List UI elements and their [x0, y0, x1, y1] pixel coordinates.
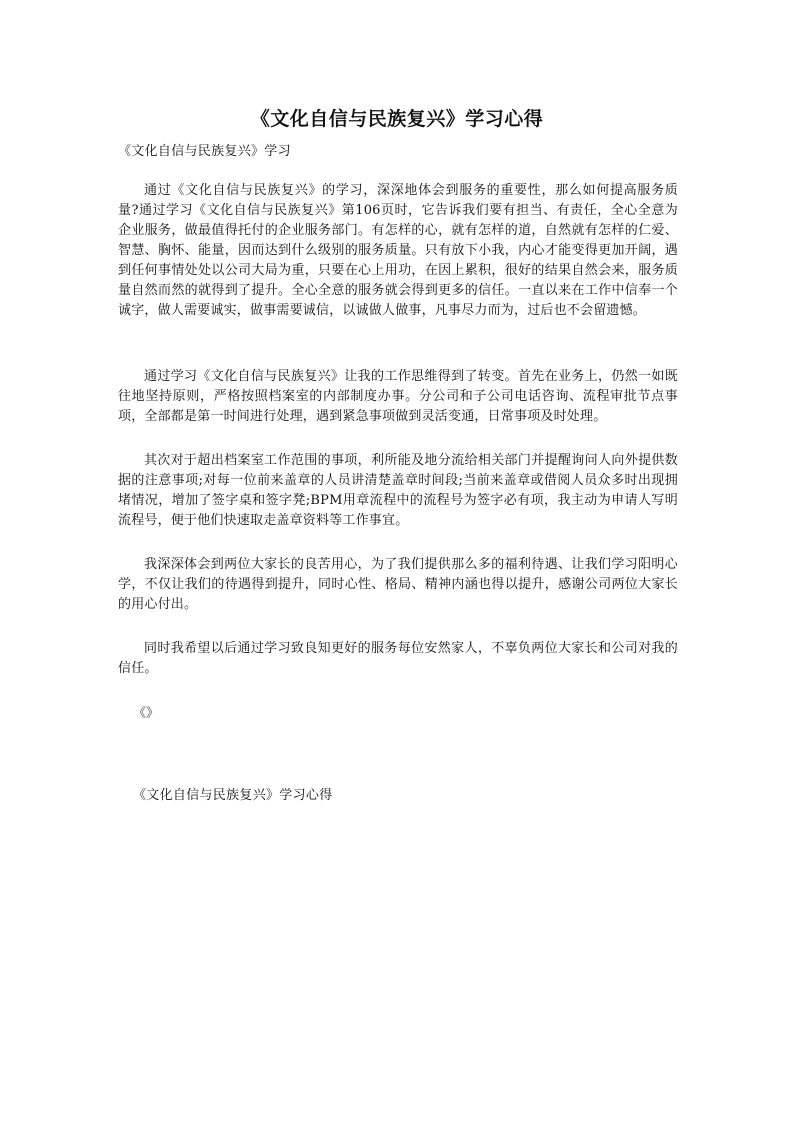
empty-brackets: 《》 — [133, 706, 160, 721]
paragraph-4: 我深深体会到两位大家长的良苦用心，为了我们提供那么多的福利待遇、让我们学习阳明心学，不仅让我们的待遇得到提升，同时心性、格局、精神内涵也得以提升，感谢公司两位大家长的用心付出。 — [118, 557, 678, 612]
paragraph-5: 同时我希望以后通过学习致良知更好的服务每位安然家人，不辜负两位大家长和公司对我的信任。 — [118, 641, 678, 676]
document-subtitle: 《文化自信与民族复兴》学习 — [118, 144, 291, 159]
paragraph-1: 通过《文化自信与民族复兴》的学习，深深地体会到服务的重要性，那么如何提高服务质量?通过学习《文化自信与民族复兴》第106页时，它告诉我们要有担当、有责任，全心全意为企业服务，做最值得托付的企业服务部门。有怎样的心，就有怎样的道，自然就有怎样的仁爱、智慧、胸怀、能量，因而达到什么级别的服务质量。只有放下小我，内心才能变得更加开阔，遇到任何事情处处以公司大局为重，只要在心上用功，在因上累积，很好的结果自然会来，服务质量自然而然的就得到了提升。全心全意的服务就会得到更多的信任。一直以来在工作中信奉一个诚字，做人需要诚实，做事需要诚信，以诚做人做事，凡事尽力而为，过后也不会留遗憾。 — [118, 183, 678, 318]
footer-title: 《文化自信与民族复兴》学习心得 — [133, 788, 333, 803]
document-title: 《文化自信与民族复兴》学习心得 — [250, 108, 544, 130]
paragraph-2: 通过学习《文化自信与民族复兴》让我的工作思维得到了转变。首先在业务上，仍然一如既往地坚持原则，严格按照档案室的内部制度办事。分公司和子公司电话咨询、流程审批节点事项，全部都是第一时间进行处理，遇到紧急事项做到灵活变通，日常事项及时处理。 — [118, 369, 678, 424]
paragraph-3: 其次对于超出档案室工作范围的事项，利所能及地分流给相关部门并提醒询问人向外提供数据的注意事项;对每一位前来盖章的人员讲清楚盖章时间段;当前来盖章或借阅人员众多时出现拥堵情况，增加了签字桌和签字凳;BPM用章流程中的流程号为签字必有项，我主动为申请人写明流程号，便于他们快速取走盖章资料等工作事宜。 — [118, 453, 678, 528]
